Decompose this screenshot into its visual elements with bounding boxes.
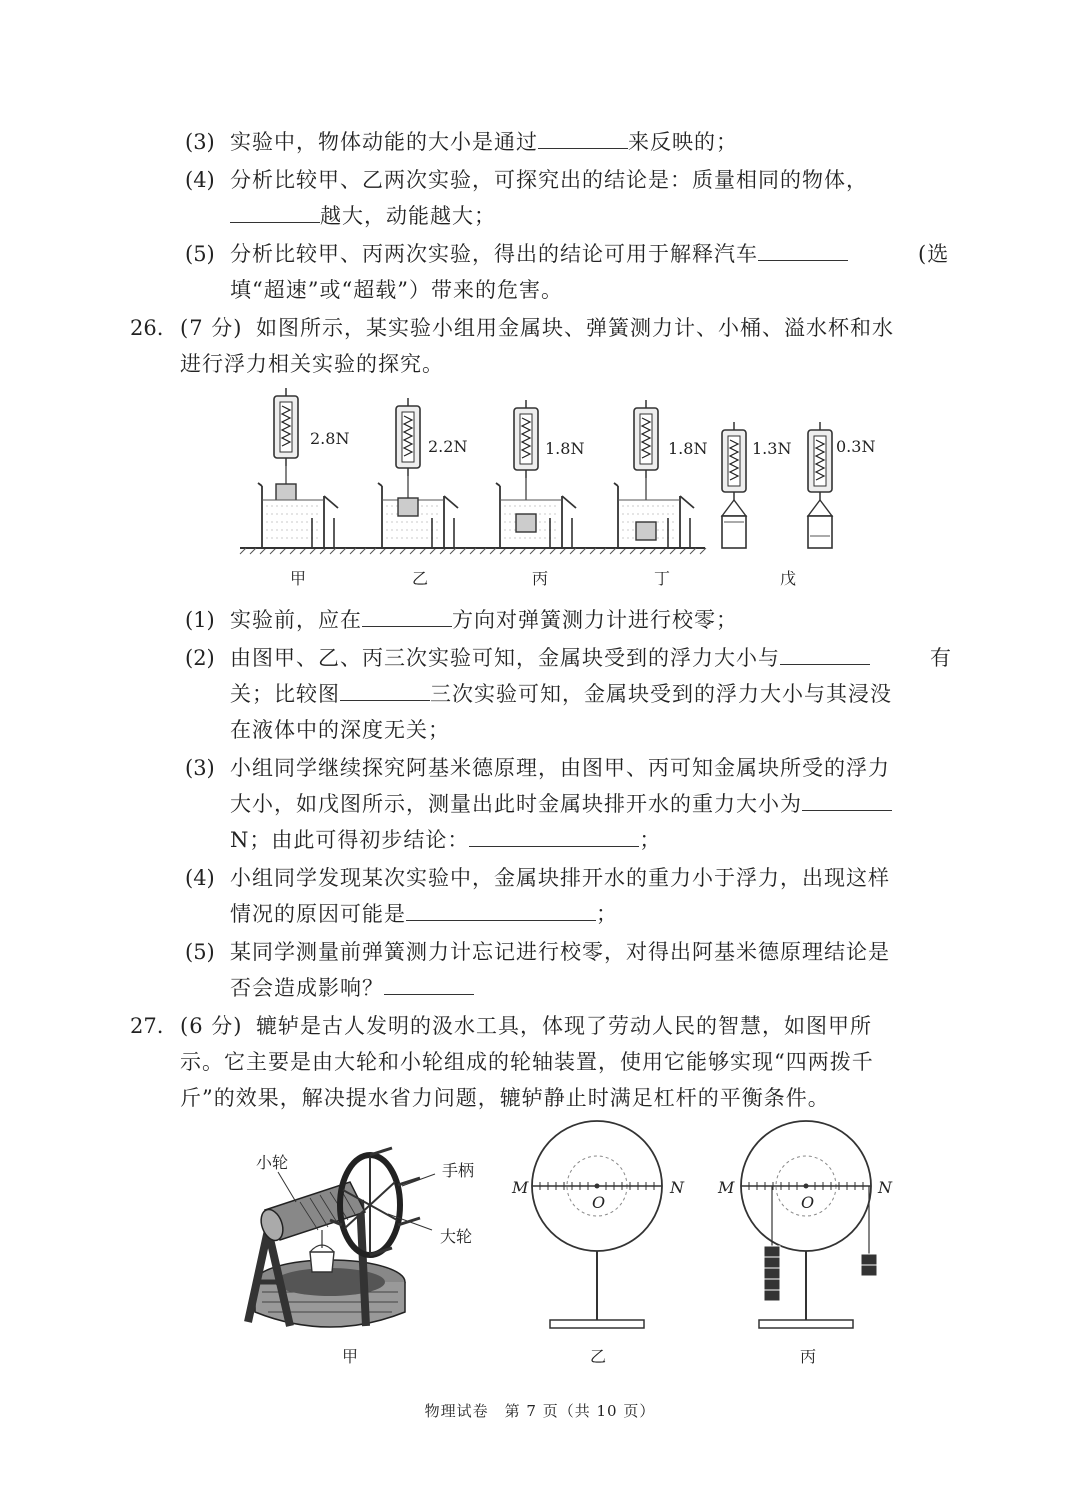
label-yi: 乙 xyxy=(412,569,429,588)
q25-item4-a: 分析比较甲、乙两次实验，可探究出的结论是：质量相同的物体， xyxy=(230,168,868,192)
q27-stem-1: 辘轳是古人发明的汲水工具，体现了劳动人民的智慧，如图甲所 xyxy=(256,1014,872,1038)
q26-item2-c: 关；比较图 xyxy=(230,682,340,706)
answer-blank[interactable] xyxy=(802,790,892,811)
q26-item2-a: 由图甲、乙、丙三次实验可知，金属块受到的浮力大小与 xyxy=(230,646,780,670)
q26-item3-line3 xyxy=(230,826,661,854)
setup-yi xyxy=(378,398,458,548)
setup-wu-2 xyxy=(808,422,832,548)
windlass-figure xyxy=(0,1130,1080,1390)
label-yi: 乙 xyxy=(590,1347,607,1366)
reading-wu-2: 0.3N xyxy=(836,437,876,456)
q26-item2-line2 xyxy=(230,680,892,708)
q25-item4-number: (4) xyxy=(185,168,215,192)
label-bing: 丙 xyxy=(800,1347,817,1366)
q26-item2-e: 在液体中的深度无关； xyxy=(230,718,450,742)
answer-blank[interactable] xyxy=(469,826,639,847)
label-M-bing: M xyxy=(718,1178,735,1197)
label-O-yi: O xyxy=(592,1193,606,1212)
q26-stem-2: 进行浮力相关实验的探究。 xyxy=(180,352,444,376)
q26-item1-a: 实验前，应在 xyxy=(230,608,362,632)
q27-number: 27. xyxy=(130,1014,164,1038)
answer-blank[interactable] xyxy=(230,202,320,223)
label-jia: 甲 xyxy=(342,1347,359,1366)
answer-blank[interactable] xyxy=(758,240,848,261)
reading-yi: 2.2N xyxy=(428,437,468,456)
wheel-stand-bing xyxy=(741,1121,877,1328)
q25-item5-c: 填“超速”或“超载”）带来的危害。 xyxy=(230,278,563,302)
q26-item4-b: 情况的原因可能是 xyxy=(230,902,406,926)
q27-score: (6 分) xyxy=(180,1014,243,1038)
reading-bing: 1.8N xyxy=(545,439,585,458)
answer-blank[interactable] xyxy=(780,644,870,665)
q26-item4-c: ； xyxy=(596,902,618,926)
reading-ding: 1.8N xyxy=(668,439,708,458)
label-M-yi: M xyxy=(512,1178,529,1197)
label-N-bing: N xyxy=(878,1178,892,1197)
label-O-bing: O xyxy=(801,1193,815,1212)
answer-blank[interactable] xyxy=(406,900,596,921)
q25-item5-number: (5) xyxy=(185,242,215,266)
setup-wu-1 xyxy=(722,422,746,548)
q25-item3-a: 实验中，物体动能的大小是通过 xyxy=(230,130,538,154)
q25-item5-b: (选 xyxy=(918,242,950,266)
page-footer: 物理试卷 第 7 页（共 10 页） xyxy=(424,1402,656,1420)
q26-stem-1: 如图所示，某实验小组用金属块、弹簧测力计、小桶、溢水杯和水 xyxy=(256,316,894,340)
q26-item2-b: 有 xyxy=(930,646,952,670)
q26-item5-b: 否会造成影响？ xyxy=(230,976,384,1000)
q26-item4-line2 xyxy=(230,900,618,928)
q26-item1-b: 方向对弹簧测力计进行校零； xyxy=(452,608,738,632)
label-ding: 丁 xyxy=(654,569,671,588)
q26-item2-number: (2) xyxy=(185,646,215,670)
q26-item2-d: 三次实验可知，金属块受到的浮力大小与其浸没 xyxy=(430,682,892,706)
q25-item5-a: 分析比较甲、丙两次实验，得出的结论可用于解释汽车 xyxy=(230,242,758,266)
label-small-wheel: 小轮 xyxy=(256,1153,289,1172)
label-bing: 丙 xyxy=(532,569,549,588)
label-handle: 手柄 xyxy=(442,1161,475,1180)
q26-item2-line1 xyxy=(230,644,870,672)
q25-item3-text xyxy=(230,128,738,156)
q26-item5-line2 xyxy=(230,974,474,1002)
reading-jia: 2.8N xyxy=(310,429,350,448)
setup-bing xyxy=(496,400,576,548)
q26-item3-c: N；由此可得初步结论： xyxy=(230,828,470,852)
q26-item3-a: 小组同学继续探究阿基米德原理，由图甲、丙可知金属块所受的浮力 xyxy=(230,756,890,780)
q26-item4-number: (4) xyxy=(185,866,215,890)
q26-score: (7 分) xyxy=(180,316,243,340)
q25-item3-number: (3) xyxy=(185,130,215,154)
setup-jia xyxy=(258,388,338,548)
label-jia: 甲 xyxy=(290,569,307,588)
q26-item4-a: 小组同学发现某次实验中，金属块排开水的重力小于浮力，出现这样 xyxy=(230,866,890,890)
q27-stem-3: 斤”的效果，解决提水省力问题，辘轳静止时满足杠杆的平衡条件。 xyxy=(180,1086,830,1110)
q25-item4-line2 xyxy=(230,202,496,230)
label-N-yi: N xyxy=(670,1178,684,1197)
q26-number: 26. xyxy=(130,316,164,340)
q26-item5-a: 某同学测量前弹簧测力计忘记进行校零，对得出阿基米德原理结论是 xyxy=(230,940,890,964)
answer-blank[interactable] xyxy=(362,606,452,627)
q26-item3-b: 大小，如戊图所示，测量出此时金属块排开水的重力大小为 xyxy=(230,792,802,816)
reading-wu-1: 1.3N xyxy=(752,439,792,458)
q26-item3-line2 xyxy=(230,790,892,818)
answer-blank[interactable] xyxy=(538,128,628,149)
answer-blank[interactable] xyxy=(384,974,474,995)
q26-item5-number: (5) xyxy=(185,940,215,964)
answer-blank[interactable] xyxy=(340,680,430,701)
q25-item3-b: 来反映的； xyxy=(628,130,738,154)
q26-item3-number: (3) xyxy=(185,756,215,780)
label-big-wheel: 大轮 xyxy=(440,1227,473,1246)
windlass-drawing xyxy=(248,1148,435,1327)
q25-item4-b: 越大，动能越大； xyxy=(320,204,496,228)
q26-item1-number: (1) xyxy=(185,608,215,632)
q26-item3-d: ； xyxy=(639,828,662,852)
setup-ding xyxy=(614,400,694,548)
q25-item5-line1 xyxy=(230,240,848,268)
q26-item1 xyxy=(230,606,738,634)
wheel-stand-yi xyxy=(532,1121,662,1328)
q27-stem-2: 示。它主要是由大轮和小轮组成的轮轴装置，使用它能够实现“四两拨千 xyxy=(180,1050,874,1074)
label-wu: 戊 xyxy=(780,569,797,588)
